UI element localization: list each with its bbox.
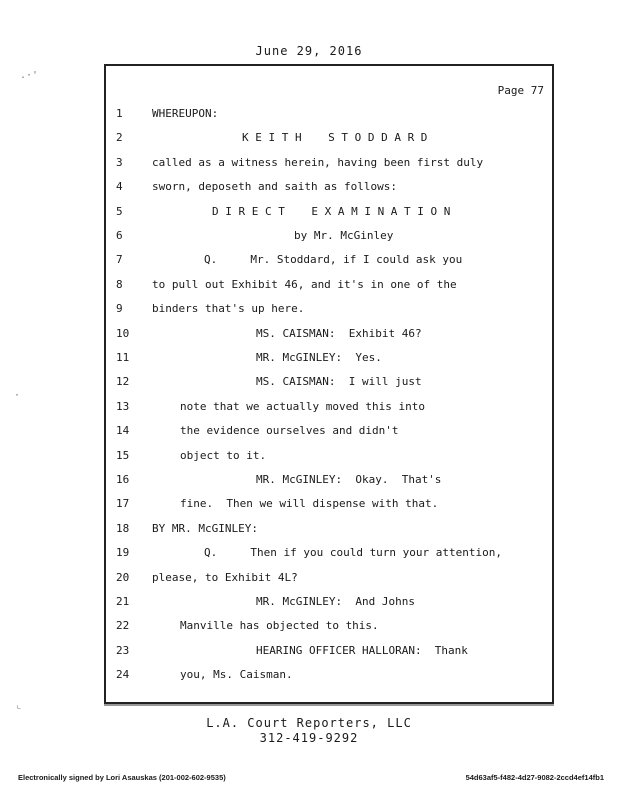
transcript-line	[106, 177, 552, 197]
esign-note: Electronically signed by Lori Asauskas (201-002-602-9535)	[18, 773, 226, 782]
scan-mark: ⌞	[16, 700, 23, 711]
line-number: 6	[116, 229, 123, 242]
line-text: to pull out Exhibit 46, and it's in one of the	[152, 277, 457, 291]
line-number: 11	[116, 351, 130, 364]
transcript-line	[106, 372, 552, 392]
footer-phone: 312-419-9292	[259, 731, 359, 745]
line-number: 12	[116, 375, 130, 389]
transcript-line	[106, 494, 552, 514]
line-text: you, Ms. Caisman.	[180, 668, 293, 682]
transcript-line	[106, 153, 552, 173]
line-text: by Mr. McGinley	[294, 229, 394, 242]
line-number: 4	[116, 180, 123, 194]
transcript-line	[106, 470, 552, 490]
line-text: MS. CAISMAN: I will just	[256, 375, 422, 389]
line-number: 13	[116, 399, 130, 413]
line-number: 8	[116, 277, 123, 291]
line-text: object to it.	[180, 448, 267, 462]
document-id: 54d63af5-f482-4d27-9082-2ccd4ef14fb1	[465, 773, 604, 782]
page-number: Page 77	[497, 84, 544, 97]
line-text: the evidence ourselves and didn't	[180, 424, 399, 438]
transcript-line	[106, 421, 552, 441]
line-text: binders that's up here.	[152, 302, 305, 316]
transcript-line	[106, 202, 552, 222]
transcript-date: June 29, 2016	[255, 44, 363, 58]
line-number: 3	[116, 155, 123, 169]
line-text: MS. CAISMAN: Exhibit 46?	[256, 326, 422, 340]
transcript-line	[106, 299, 552, 319]
transcript-line	[106, 543, 552, 563]
transcript-line	[106, 665, 552, 685]
transcript-line	[106, 616, 552, 636]
transcript-line	[106, 592, 552, 612]
line-number: 17	[116, 497, 130, 511]
line-number: 23	[116, 643, 130, 657]
transcript-line	[106, 397, 552, 417]
transcript-line	[106, 226, 552, 246]
line-number: 2	[116, 131, 123, 145]
line-number: 16	[116, 473, 130, 486]
line-number: 1	[116, 107, 123, 120]
line-text: sworn, deposeth and saith as follows:	[152, 180, 398, 194]
line-number: 10	[116, 326, 130, 340]
frame-shadow	[104, 704, 554, 706]
line-text: called as a witness herein, having been first duly	[152, 155, 484, 169]
transcript-line	[106, 348, 552, 368]
transcript-line	[106, 641, 552, 661]
line-text: Q. Then if you could turn your attention,	[204, 546, 503, 560]
transcript-line	[106, 324, 552, 344]
line-text: MR. McGINLEY: And Johns	[256, 595, 415, 608]
transcript-line	[106, 250, 552, 270]
transcript-line	[106, 446, 552, 466]
line-number: 18	[116, 521, 130, 535]
line-text: Q. Mr. Stoddard, if I could ask you	[204, 253, 463, 267]
line-text: HEARING OFFICER HALLORAN: Thank	[256, 643, 468, 657]
line-text: K E I T H S T O D D A R D	[242, 131, 428, 145]
line-text: BY MR. McGINLEY:	[152, 521, 258, 535]
line-text: D I R E C T E X A M I N A T I O N	[212, 204, 451, 218]
transcript-line	[106, 519, 552, 539]
line-number: 15	[116, 448, 130, 462]
line-number: 19	[116, 546, 130, 560]
line-number: 21	[116, 595, 130, 608]
line-text: MR. McGINLEY: Okay. That's	[256, 473, 442, 486]
transcript-line	[106, 568, 552, 588]
line-text: WHEREUPON:	[152, 107, 219, 120]
line-text: note that we actually moved this into	[180, 399, 426, 413]
line-text: Manville has objected to this.	[180, 619, 379, 633]
line-number: 14	[116, 424, 130, 438]
transcript-line	[106, 104, 552, 124]
line-number: 20	[116, 570, 130, 584]
line-text: MR. McGINLEY: Yes.	[256, 351, 382, 364]
scan-mark: .·'	[20, 70, 39, 81]
line-number: 9	[116, 302, 123, 316]
scan-mark: ·	[14, 390, 21, 401]
line-number: 7	[116, 253, 123, 267]
transcript-line	[106, 275, 552, 295]
footer-company: L.A. Court Reporters, LLC	[206, 716, 412, 730]
line-number: 5	[116, 204, 123, 218]
line-text: fine. Then we will dispense with that.	[180, 497, 439, 511]
line-text: please, to Exhibit 4L?	[152, 570, 298, 584]
line-number: 24	[116, 668, 130, 682]
line-number: 22	[116, 619, 130, 633]
transcript-frame	[104, 64, 554, 704]
transcript-line	[106, 128, 552, 148]
